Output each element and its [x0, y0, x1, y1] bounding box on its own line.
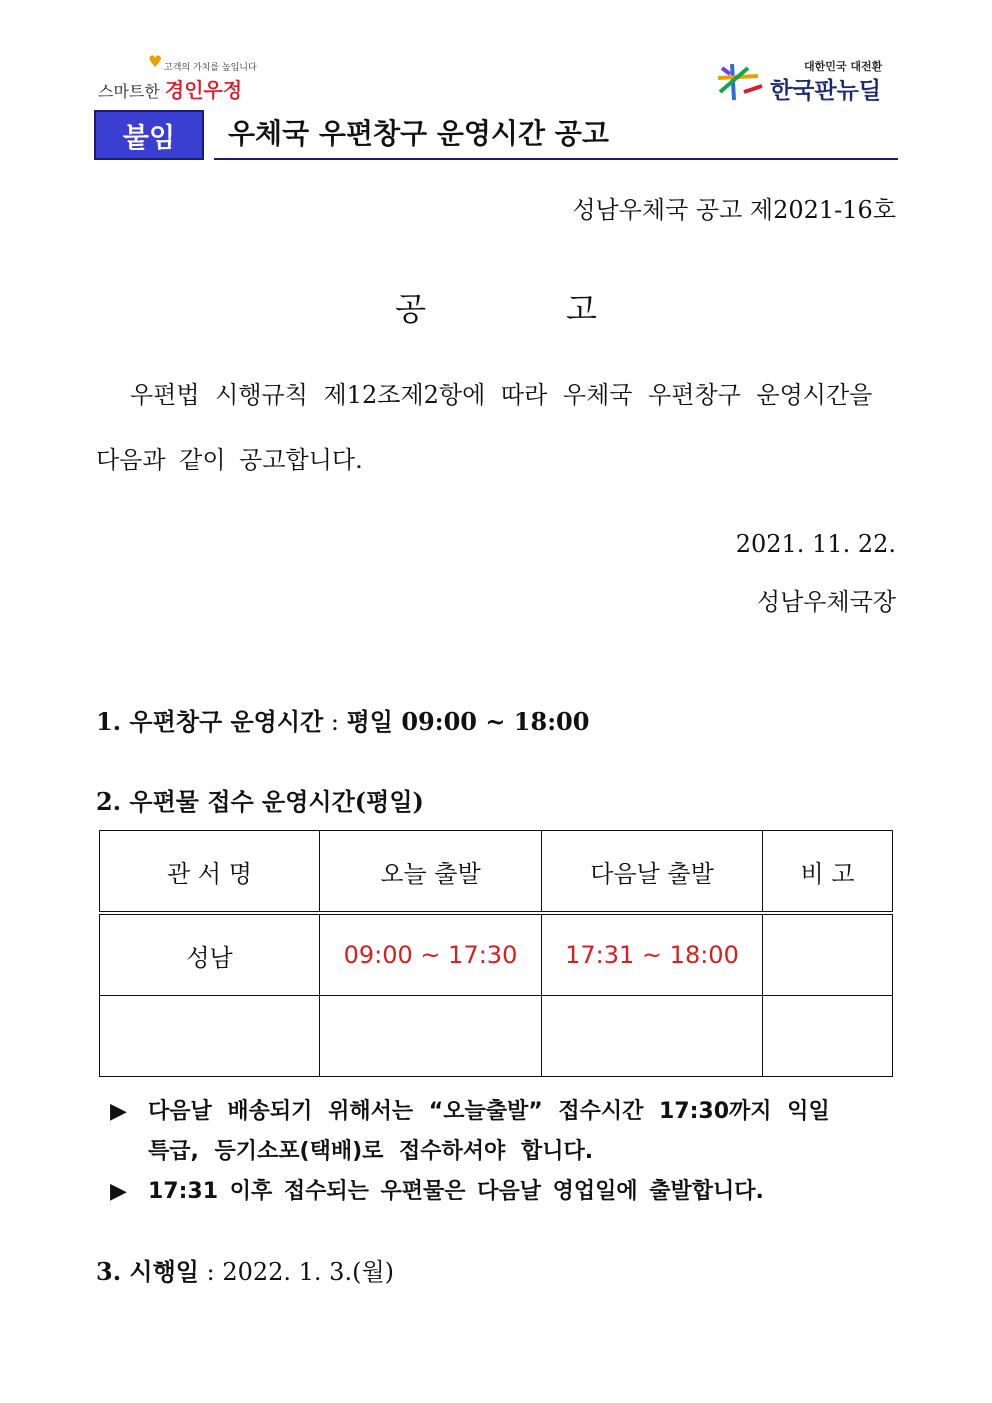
- cell-remarks: [763, 913, 893, 996]
- heart-icon: ♥: [148, 52, 163, 71]
- page-title: 우체국 우편창구 운영시간 공고: [228, 117, 609, 150]
- hours-table: [99, 830, 893, 1077]
- cell-today: [320, 996, 542, 1077]
- section-3-label: 3. 시행일: [96, 1257, 199, 1286]
- cell-next-day: [542, 996, 763, 1077]
- section-1: [96, 702, 589, 737]
- cell-office: [100, 996, 320, 1077]
- heading-left: 공: [395, 290, 426, 328]
- note-1: [110, 1094, 830, 1125]
- logo-prefix: 스마트한: [98, 82, 160, 101]
- header-today: 오늘 출발: [320, 831, 542, 914]
- header-next-day: 다음날 출발: [542, 831, 763, 914]
- section-1-sep: :: [323, 708, 347, 736]
- kyungin-post-logo: [96, 52, 266, 102]
- section-3: [96, 1252, 394, 1287]
- notice-date: 2021. 11. 22.: [735, 530, 896, 558]
- note-2: [110, 1174, 764, 1205]
- new-deal-mark-icon: [714, 62, 766, 102]
- table-row: [100, 913, 893, 996]
- cell-office: 성남: [100, 913, 320, 996]
- section-1-label: 1. 우편창구 운영시간: [96, 707, 324, 736]
- korean-new-deal-logo: [712, 58, 902, 104]
- cell-today: 09:00 ~ 17:30: [320, 913, 542, 996]
- notice-heading: [0, 284, 992, 330]
- heading-right: 고: [566, 290, 597, 328]
- section-1-value: 평일 09:00 ~ 18:00: [346, 707, 590, 736]
- notice-signer: 성남우체국장: [756, 588, 896, 616]
- logo-name: 경인우정: [164, 78, 243, 102]
- logo-name: 한국판뉴딜: [770, 78, 882, 104]
- table-header-row: [100, 831, 893, 914]
- triangle-bullet-icon: ▶: [110, 1099, 127, 1124]
- triangle-bullet-icon: ▶: [110, 1179, 127, 1204]
- body-line-1: 우편법 시행규칙 제12조제2항에 따라 우체국 우편창구 운영시간을: [130, 381, 873, 409]
- section-3-value: 2022. 1. 3.(월): [222, 1258, 394, 1286]
- logo-wordmark: [98, 74, 242, 103]
- header-office: 관 서 명: [100, 831, 320, 914]
- note-1-line-2: 특급, 등기소포(택배)로 접수하셔야 합니다.: [148, 1139, 594, 1164]
- logo-slogan: 고객의 가치를 높입니다: [164, 63, 257, 73]
- cell-next-day: 17:31 ~ 18:00: [542, 913, 763, 996]
- cell-remarks: [763, 996, 893, 1077]
- notice-number: 성남우체국 공고 제2021-16호: [572, 196, 896, 224]
- section-3-sep: :: [198, 1258, 223, 1286]
- body-line-2: 다음과 같이 공고합니다.: [96, 446, 363, 474]
- note-1-line-1: 다음날 배송되기 위해서는 “오늘출발” 접수시간 17:30까지 익일: [148, 1099, 830, 1124]
- title-underline: [214, 158, 898, 160]
- attachment-badge: 붙임: [94, 110, 204, 160]
- section-2-label: 2. 우편물 접수 운영시간(평일): [96, 787, 424, 816]
- header-remarks: 비 고: [763, 831, 893, 914]
- logo-tagline: 대한민국 대전환: [804, 60, 883, 73]
- table-row: [100, 996, 893, 1077]
- note-2-text: 17:31 이후 접수되는 우편물은 다음날 영업일에 출발합니다.: [148, 1179, 764, 1204]
